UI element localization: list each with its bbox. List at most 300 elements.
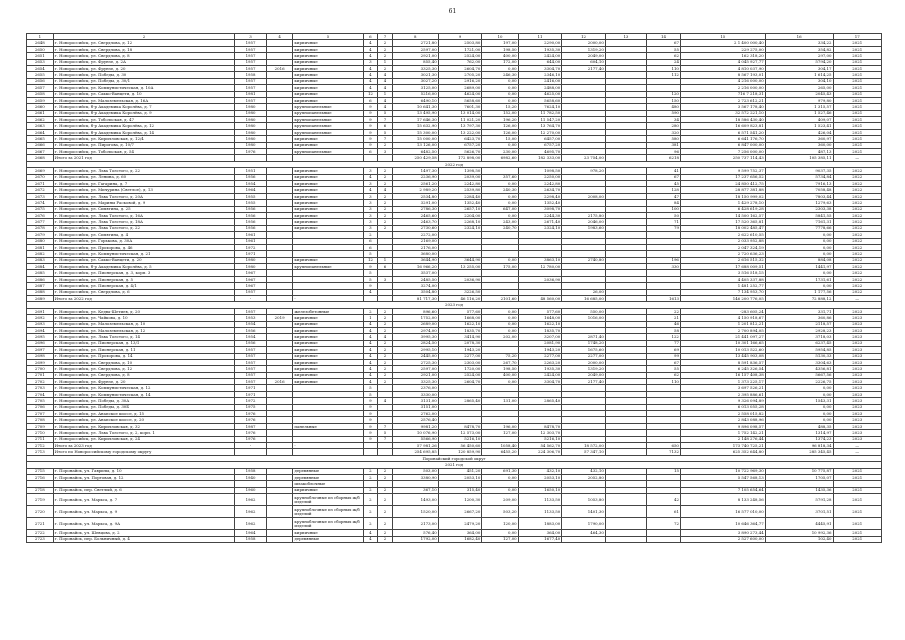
table-cell: 2021: [833, 536, 882, 542]
table-cell: 3226,50: [438, 289, 482, 295]
table-cell: 2463,70: [392, 219, 438, 225]
table-cell: 15 000,00: [392, 136, 438, 142]
table-cell: 21 441 097,27: [680, 334, 765, 340]
table-cell: -: [293, 443, 363, 449]
section-title: 2023 год: [27, 302, 882, 308]
table-cell: г. Новороссийск, ул. Свердлова, д. 18: [53, 46, 235, 52]
table-cell: 2: [363, 506, 378, 518]
table-cell: 50: [647, 212, 681, 218]
table-cell: 2008,00: [562, 193, 606, 199]
table-cell: 1961: [235, 238, 266, 244]
table-cell: 5: [363, 391, 378, 397]
table-cell: 9: [363, 283, 378, 289]
table-cell: кирпичные: [293, 353, 363, 359]
table-cell: 2723: [27, 536, 54, 542]
header-cell: 10: [482, 34, 518, 40]
table-cell: г. Новороссийск, ул. Коммунистическая, д. 14: [53, 391, 235, 397]
table-cell: 2: [378, 46, 393, 52]
table-cell: г. Новороссийск, ул. Малоземельская, д. 12: [53, 327, 235, 333]
table-cell: 3325,30: [392, 65, 438, 71]
table-cell: 2: [378, 327, 393, 333]
table-cell: 2: [363, 518, 378, 530]
table-cell: 8478,70: [438, 423, 482, 429]
table-cell: —: [833, 296, 882, 302]
table-cell: кирпичные: [293, 193, 363, 199]
table-cell: 2 033 952,88: [680, 238, 765, 244]
table-cell: 1935,30: [518, 46, 562, 52]
table-cell: 1792,00: [392, 536, 438, 542]
table-cell: 1943,20: [438, 347, 482, 353]
table-cell: 1790,00: [562, 518, 606, 530]
table-cell: 16 966,20: [392, 264, 438, 270]
table-cell: 2: [378, 359, 393, 365]
table-cell: 0,00: [482, 193, 518, 199]
table-cell: г. Новороссийск, ул. Фрунзе, д. 20: [53, 65, 235, 71]
table-cell: 0,00: [765, 404, 833, 410]
table-cell: 18 586 430,40: [680, 117, 765, 123]
table-cell: 2021: [833, 110, 882, 116]
table-cell: 3701,51: [765, 506, 833, 518]
table-cell: 1980: [235, 123, 266, 129]
table-cell: [605, 506, 646, 518]
table-cell: 11 782,50: [518, 110, 562, 116]
table-cell: 5734,84: [765, 174, 833, 180]
table-cell: 5658,60: [518, 97, 562, 103]
table-cell: 0,00: [482, 257, 518, 263]
table-cell: 4: [363, 40, 378, 46]
table-cell: 1957: [235, 359, 266, 365]
table-cell: г. Поронайск, пер. Светлый, д. 6: [53, 487, 235, 493]
table-cell: 2674: [27, 200, 54, 206]
table-cell: 22: [647, 308, 681, 314]
table-cell: 2916,20: [438, 78, 482, 84]
table-cell: 2704: [27, 391, 54, 397]
table-cell: кирпичные: [293, 40, 363, 46]
table-cell: 2023: [833, 404, 882, 410]
table-cell: 7: [378, 423, 393, 429]
table-cell: 1962: [235, 506, 266, 518]
table-cell: 26,00: [562, 289, 606, 295]
table-cell: 3: [363, 225, 378, 231]
table-cell: 100: [647, 206, 681, 212]
table-cell: 2696: [27, 340, 54, 346]
table-cell: 4: [378, 97, 393, 103]
table-cell: 2691: [27, 308, 54, 314]
table-cell: 1957: [235, 65, 266, 71]
table-cell: 2663: [27, 123, 54, 129]
table-cell: г. Новороссийск, б-р Академика Королёва, д. 12: [53, 123, 235, 129]
table-cell: 1 523,41: [765, 123, 833, 129]
table-cell: 2928,23: [765, 327, 833, 333]
table-cell: 2036,90: [438, 276, 482, 282]
table-cell: 2: [378, 40, 393, 46]
table-cell: 6: [378, 264, 393, 270]
table-cell: 0,00: [482, 142, 518, 148]
table-cell: 1957: [235, 308, 266, 314]
table-cell: 5 547 568,13: [680, 474, 765, 480]
table-cell: 2039,00: [438, 174, 482, 180]
table-cell: 625 352 644,80: [680, 449, 765, 455]
table-cell: г. Новороссийск, ул. Льва Толстого, д. 18А: [53, 219, 235, 225]
table-cell: 1980: [235, 136, 266, 142]
table-cell: 2177,40: [562, 65, 606, 71]
table-cell: г. Новороссийск, ул. Пионерская, д. 3, корп. 3: [53, 270, 235, 276]
table-cell: г. Новороссийск, ул. Кедва-Шетиев, д. 20: [53, 308, 235, 314]
table-cell: 9 599 752,37: [680, 168, 765, 174]
table-cell: 2052,80: [562, 474, 606, 480]
table-cell: 2023: [833, 315, 882, 321]
table-cell: 5216,10: [518, 436, 562, 442]
table-cell: 2021: [833, 487, 882, 493]
table-cell: 2023: [833, 340, 882, 346]
table-cell: 2697: [27, 347, 54, 353]
table-cell: 7132: [647, 449, 681, 455]
table-cell: 16 609 823,81: [680, 123, 765, 129]
table-cell: 1956: [235, 219, 266, 225]
table-cell: 2701: [27, 372, 54, 378]
table-cell: 1720,00: [438, 366, 482, 372]
table-cell: 34: [647, 117, 681, 123]
table-cell: 487,13: [765, 149, 833, 155]
table-cell: 647,00: [482, 206, 518, 212]
table-cell: 17 237 656,52: [680, 174, 765, 180]
table-cell: 9: [363, 117, 378, 123]
table-cell: 2: [378, 315, 393, 321]
table-cell: 4: [363, 65, 378, 71]
table-cell: 2 148 276,44: [680, 436, 765, 442]
table-cell: 2720: [27, 506, 54, 518]
table-cell: 250 737 114,43: [680, 155, 765, 161]
table-cell: 9: [363, 110, 378, 116]
table-cell: 1956: [235, 212, 266, 218]
table-cell: [266, 518, 293, 530]
table-cell: 21: [647, 315, 681, 321]
table-cell: 4: [363, 72, 378, 78]
table-cell: 12: [363, 91, 378, 97]
table-cell: 2: [378, 474, 393, 480]
table-cell: 1971: [235, 251, 266, 257]
table-cell: 1: [378, 59, 393, 65]
table-cell: г. Новороссийск, ул. Льва Толстого, д. 22: [53, 168, 235, 174]
table-cell: 6490,10: [392, 97, 438, 103]
table-cell: 1721,00: [438, 46, 482, 52]
table-cell: 67: [647, 40, 681, 46]
table-cell: 2101,60: [482, 296, 518, 302]
table-cell: 2021: [833, 518, 882, 530]
table-cell: г. Новороссийск, ул. Коммунистическая, д. 21: [53, 251, 235, 257]
table-cell: 979,80: [765, 97, 833, 103]
table-cell: 503,20: [482, 506, 518, 518]
table-cell: 146 200 776,05: [680, 296, 765, 302]
table-cell: 18 150 999,02: [680, 193, 765, 199]
table-cell: 2 843 088,96: [680, 417, 765, 423]
table-cell: 2681: [27, 244, 54, 250]
table-cell: 84: [647, 200, 681, 206]
table-cell: 1975: [235, 404, 266, 410]
table-cell: кирпичные: [293, 340, 363, 346]
table-cell: 1497,30: [392, 168, 438, 174]
table-cell: 9: [363, 123, 378, 129]
table-cell: 17 688 009,51: [680, 264, 765, 270]
table-cell: 15,00: [482, 136, 518, 142]
table-cell: 1957: [235, 366, 266, 372]
table-cell: 13 255,00: [438, 264, 482, 270]
table-cell: 432,10: [562, 468, 606, 474]
table-cell: 4: [378, 187, 393, 193]
table-cell: 2 989,20: [392, 187, 438, 193]
table-cell: 2694: [27, 327, 54, 333]
table-cell: 250 429,58: [392, 155, 438, 161]
table-cell: 2689: [27, 296, 54, 302]
table-cell: 120 859,90: [438, 449, 482, 455]
table-cell: 2667,20: [438, 506, 482, 518]
table-cell: 2046,00: [562, 219, 606, 225]
table-cell: 2465,60: [392, 212, 438, 218]
table-cell: г. Новороссийск, ул. Свердлова, д. 8: [53, 372, 235, 378]
table-cell: 2023: [833, 436, 882, 442]
table-cell: 2: [378, 468, 393, 474]
table-cell: 62: [647, 53, 681, 59]
table-cell: 2022: [833, 257, 882, 263]
table-cell: г. Новороссийск, ул. Анапское шоссе, д. 20: [53, 417, 235, 423]
table-cell: 2719: [27, 494, 54, 506]
table-cell: 2053,10: [518, 474, 562, 480]
table-cell: 42: [647, 494, 681, 506]
table-cell: 3: [363, 168, 378, 174]
table-cell: 9 896 098,57: [680, 423, 765, 429]
table-cell: 2: [363, 487, 378, 493]
table-cell: г. Новороссийск, ул. Малоземельская, д. 16А: [53, 97, 235, 103]
table-cell: г. Новороссийск, б-р Академика Королёва, д. 7: [53, 104, 235, 110]
table-cell: 2424,00: [518, 53, 562, 59]
table-cell: 1976: [235, 149, 266, 155]
table-cell: 3330,00: [392, 391, 438, 397]
table-cell: 2707: [27, 411, 54, 417]
table-cell: г. Новороссийск, ул. Пионерская, д. 11: [53, 347, 235, 353]
table-cell: 1980: [235, 257, 266, 263]
table-cell: 2824,50: [392, 340, 438, 346]
table-cell: 2022: [833, 232, 882, 238]
table-cell: 2657: [27, 85, 54, 91]
table-cell: 1980: [235, 117, 266, 123]
table-cell: [562, 536, 606, 542]
table-cell: 1971: [235, 391, 266, 397]
table-cell: 2716: [27, 474, 54, 480]
table-cell: 48 560,00: [518, 296, 562, 302]
table-cell: 2023: [833, 391, 882, 397]
table-cell: 2634,70: [518, 187, 562, 193]
table-cell: кирпичные: [293, 206, 363, 212]
table-cell: 3: [363, 180, 378, 186]
table-cell: 2 720 636,23: [680, 251, 765, 257]
table-cell: [266, 536, 293, 542]
table-cell: 2023: [833, 353, 882, 359]
table-cell: 0,00: [765, 251, 833, 257]
table-cell: 10 076,90: [392, 430, 438, 436]
table-cell: 1543,31: [765, 398, 833, 404]
table-cell: 28 877 381,88: [680, 187, 765, 193]
table-cell: 978,20: [562, 168, 606, 174]
header-cell: 17: [833, 34, 882, 40]
table-cell: 432,10: [518, 468, 562, 474]
table-cell: 2721,80: [392, 40, 438, 46]
table-cell: 1956: [235, 174, 266, 180]
table-cell: 2021: [833, 97, 882, 103]
table-cell: 2290,00: [518, 40, 562, 46]
table-cell: 96: [647, 149, 681, 155]
table-cell: кирпичные: [293, 359, 363, 365]
table-cell: 2: [363, 494, 378, 506]
table-cell: 1957: [235, 46, 266, 52]
table-cell: 7778,66: [765, 225, 833, 231]
table-cell: 3: [363, 206, 378, 212]
header-cell: 9: [438, 34, 482, 40]
table-cell: 2662: [27, 117, 54, 123]
table-cell: 2658: [27, 91, 54, 97]
table-cell: 128: [647, 187, 681, 193]
table-cell: 1980: [235, 104, 266, 110]
table-cell: —: [833, 155, 882, 161]
table-cell: крупнопанельные: [293, 110, 363, 116]
table-cell: 2023: [833, 366, 882, 372]
table-cell: 77: [647, 340, 681, 346]
table-cell: 2: [378, 308, 393, 314]
table-cell: 9: [363, 404, 378, 410]
table-cell: 8 591 836,57: [680, 359, 765, 365]
table-cell: 13 797,30: [438, 123, 482, 129]
table-cell: 2740,80: [562, 257, 606, 263]
table-cell: 297,00: [765, 53, 833, 59]
table-cell: 2: [378, 536, 393, 542]
table-cell: 2666: [27, 142, 54, 148]
table-cell: 81 717,30: [392, 296, 438, 302]
table-cell: г. Новороссийск, ул. Свердлова, д. 10: [53, 359, 235, 365]
table-cell: 1958: [235, 536, 266, 542]
table-cell: 45: [647, 180, 681, 186]
table-cell: 102,40: [765, 536, 833, 542]
table-cell: Итого за 2023 год: [53, 443, 235, 449]
table-cell: 2284,40: [438, 193, 482, 199]
table-cell: 576,40: [392, 530, 438, 536]
table-cell: 6482,50: [392, 149, 438, 155]
table-cell: 2689,00: [392, 321, 438, 327]
table-cell: 0,00: [482, 315, 518, 321]
header-cell: 14: [647, 34, 681, 40]
table-cell: 1314,97: [765, 430, 833, 436]
table-cell: 354,82: [765, 46, 833, 52]
table-cell: 3125,00: [392, 85, 438, 91]
table-cell: деревянные: [293, 474, 363, 480]
table-cell: 2673: [27, 193, 54, 199]
table-cell: 1980: [235, 110, 266, 116]
table-cell: 896,60: [392, 308, 438, 314]
table-cell: [605, 536, 646, 542]
table-cell: 3207,00: [518, 334, 562, 340]
table-cell: 3304,70: [518, 65, 562, 71]
table-cell: 2244,30: [518, 212, 562, 218]
table-cell: 5: [363, 251, 378, 257]
table-cell: 855,40: [392, 59, 438, 65]
table-cell: 2021: [833, 474, 882, 480]
table-cell: 1971: [235, 385, 266, 391]
table-cell: 1398,50: [438, 168, 482, 174]
table-cell: 4695,70: [518, 149, 562, 155]
table-cell: [266, 494, 293, 506]
table-cell: г. Новороссийск, ул. Ленина, д. 60: [53, 174, 235, 180]
table-cell: 2021: [833, 78, 882, 84]
table-cell: 1401,30: [562, 506, 606, 518]
table-cell: 1279,63: [765, 200, 833, 206]
table-cell: 1352,40: [518, 200, 562, 206]
table-cell: 2021: [833, 53, 882, 59]
table-cell: 72: [647, 518, 681, 530]
table-cell: 4 405 337,88: [680, 276, 765, 282]
table-cell: 2995,10: [392, 347, 438, 353]
table-cell: 2479,20: [438, 518, 482, 530]
table-cell: кирпичные: [293, 91, 363, 97]
table-cell: [605, 518, 646, 530]
table-cell: 2699: [27, 359, 54, 365]
table-cell: 2204,00: [438, 212, 482, 218]
table-cell: 3: [363, 219, 378, 225]
table-cell: 0,00: [482, 65, 518, 71]
table-cell: 1835,70: [518, 327, 562, 333]
table-cell: 2656: [27, 78, 54, 84]
table-cell: 334,22: [765, 40, 833, 46]
table-cell: 4: [363, 372, 378, 378]
table-cell: 5: [378, 129, 393, 135]
table-cell: 8 567 193,01: [680, 72, 765, 78]
table-cell: 0,00: [482, 85, 518, 91]
table-cell: 127,00: [482, 430, 518, 436]
table-cell: 254 695,85: [392, 449, 438, 455]
table-cell: 364,00: [438, 530, 482, 536]
table-cell: 2725,30: [392, 359, 438, 365]
table-cell: 3414,90: [438, 334, 482, 340]
table-cell: 10 013 522,60: [680, 347, 765, 353]
table-cell: 2: [378, 340, 393, 346]
table-cell: 9: [363, 264, 378, 270]
table-cell: г. Поронайск, ул. Маркса, д. 9: [53, 506, 235, 518]
table-cell: 2021: [833, 85, 882, 91]
table-cell: 409,07: [765, 117, 833, 123]
table-cell: 2651: [27, 53, 54, 59]
table-cell: кирпичные: [293, 65, 363, 71]
table-cell: 1962: [235, 494, 266, 506]
table-cell: 5841,55: [765, 212, 833, 218]
table-cell: 23 754,00: [562, 155, 606, 161]
table-cell: 4445,91: [765, 518, 833, 530]
table-cell: 2277,00: [438, 353, 482, 359]
table-cell: 2488,00: [518, 85, 562, 91]
table-cell: 12 573,00: [438, 430, 482, 436]
table-cell: 2049,00: [562, 372, 606, 378]
table-cell: 4: [363, 340, 378, 346]
table-cell: крупноблочные из сборных ж/б изделий: [293, 506, 363, 518]
table-cell: 2250,00: [518, 174, 562, 180]
table-cell: 12 270,00: [518, 129, 562, 135]
table-cell: г. Новороссийск, ул. Фрунзе, д. 2А: [53, 59, 235, 65]
table-cell: 360,00: [765, 142, 833, 148]
table-cell: 330: [647, 264, 681, 270]
table-cell: кирпичные: [293, 530, 363, 536]
table-cell: кирпичные: [293, 347, 363, 353]
table-cell: 6982,60: [482, 155, 518, 161]
table-cell: 8 133 248,56: [680, 494, 765, 506]
header-cell: 3: [235, 34, 266, 40]
table-cell: 1957: [235, 78, 266, 84]
table-cell: 2022: [833, 168, 882, 174]
